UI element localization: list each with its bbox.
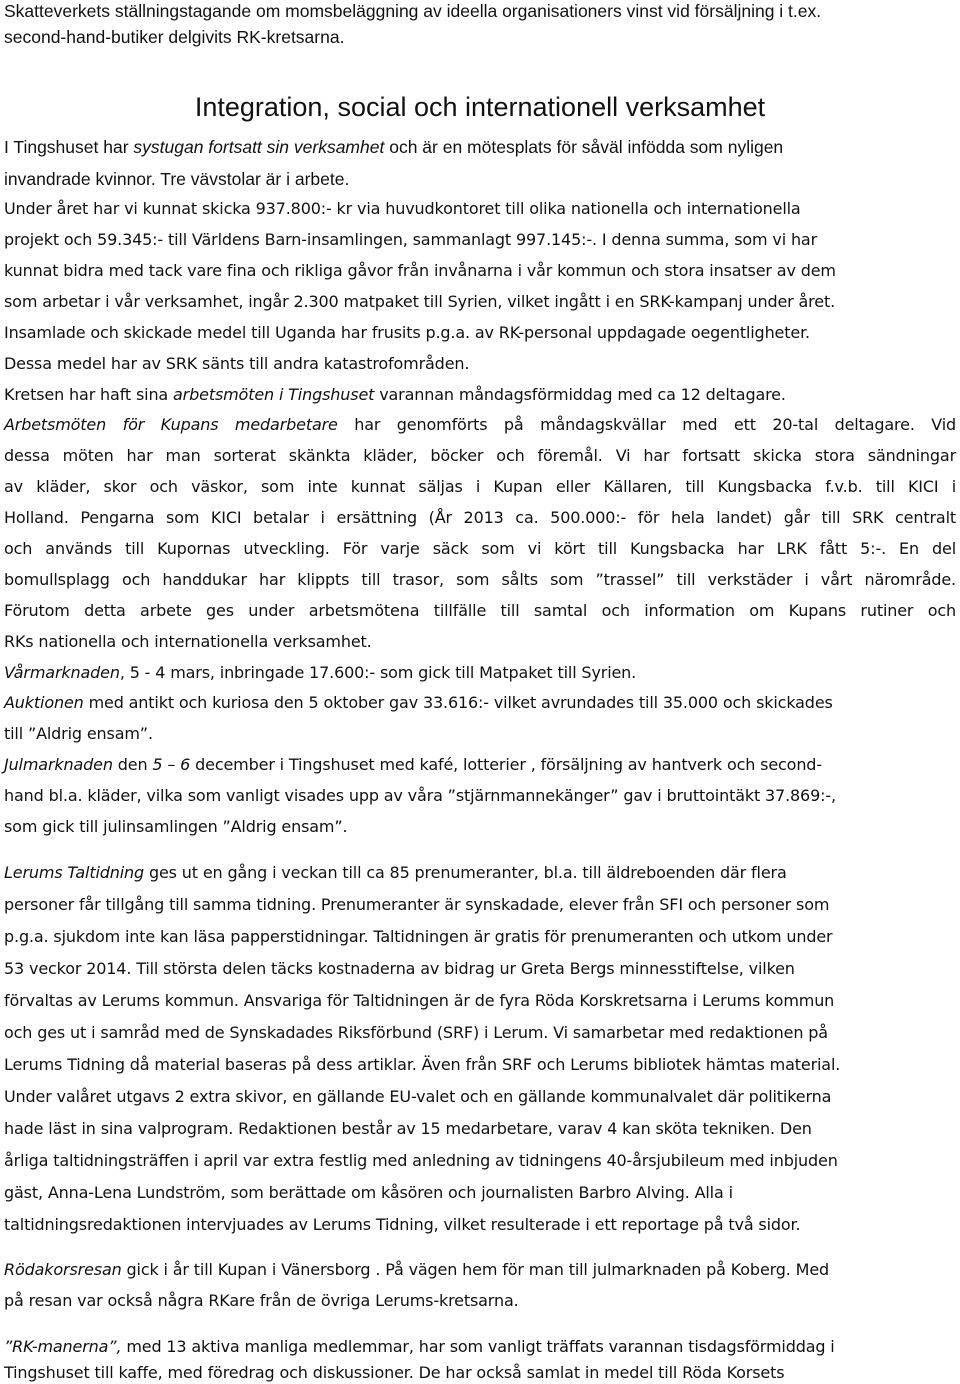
para8-line-12: taltidningsredaktionen intervjuades av Lerums Tidning, vilket resulterade i ett reportage på två sidor. (4, 1215, 801, 1234)
para5-line-1: Vårmarknaden, 5 - 4 mars, inbringade 17.600:- som gick till Matpaket till Syrien. (4, 663, 637, 682)
para1-line-2: invandrade kvinnor. Tre vävstolar är i arbete. (4, 169, 350, 189)
para8-line-1: Lerums Taltidning ges ut en gång i veckan till ca 85 prenumeranter, bl.a. till äldreboenden där flera (4, 863, 787, 882)
para7-line-2: hand bl.a. kläder, vilka som vanligt visades upp av våra ”stjärnmannekänger” gav i bruttointäkt 37.869:-, (4, 786, 836, 805)
para4-line-7: Förutom detta arbete ges under arbetsmötena tillfälle till samtal och information om Kupans rutiner och (4, 601, 956, 620)
para10-line-2: Tingshuset till kaffe, med föredrag och diskussioner. De har också samlat in medel till Röda Korsets (4, 1363, 785, 1382)
para9-line-1: Rödakorsresan gick i år till Kupan i Vänersborg . På vägen hem för man till julmarknaden på Koberg. Med (4, 1260, 830, 1279)
para2-line-4: som arbetar i vår verksamhet, ingår 2.300 matpaket till Syrien, vilket ingått i en SRK-kampanj under året. (4, 292, 836, 311)
para2-line-1: Under året har vi kunnat skicka 937.800:- kr via huvudkontoret till olika nationella och internationella (4, 199, 801, 218)
para7-line-3: som gick till julinsamlingen ”Aldrig ensam”. (4, 817, 348, 836)
para4-line-2: dessa möten har man sorterat skänkta kläder, böcker och föremål. Vi har fortsatt skicka stora sändningar (4, 446, 956, 465)
para8-line-8: Under valåret utgavs 2 extra skivor, en gällande EU-valet och en gällande kommunalvalet där politikerna (4, 1087, 832, 1106)
para6-line-2: till ”Aldrig ensam”. (4, 724, 153, 743)
para4-line-8: RKs nationella och internationella verksamhet. (4, 632, 372, 651)
para1-line-1: I Tingshuset har systugan fortsatt sin verksamhet och är en mötesplats för såväl infödda som nyligen (4, 137, 784, 157)
intro-line-2: second-hand-butiker delgivits RK-kretsarna. (4, 27, 345, 47)
para9-line-2: på resan var också några RKare från de övriga Lerums-kretsarna. (4, 1291, 519, 1310)
para2-line-3: kunnat bidra med tack vare fina och rikliga gåvor från invånarna i vår kommun och stora insatser av dem (4, 261, 836, 280)
para8-line-6: och ges ut i samråd med de Synskadades Riksförbund (SRF) i Lerum. Vi samarbetar med redaktionen på (4, 1023, 828, 1042)
para7-line-1: Julmarknaden den 5 – 6 december i Tingshuset med kafé, lotterier , försäljning av hantverk och second- (4, 755, 822, 774)
para4-line-1: Arbetsmöten för Kupans medarbetare har genomförts på måndagskvällar med ett 20-tal deltagare. Vid (4, 415, 956, 434)
para8-line-11: gäst, Anna-Lena Lundström, som berättade om kåsören och journalisten Barbro Alving. Alla i (4, 1183, 733, 1202)
para8-line-4: 53 veckor 2014. Till största delen täcks kostnaderna av bidrag ur Greta Bergs minnesstiftelse, vilken (4, 959, 795, 978)
para3-line-1: Kretsen har haft sina arbetsmöten i Tingshuset varannan måndagsförmiddag med ca 12 deltagare. (4, 385, 786, 404)
para8-line-9: hade läst in sina valprogram. Redaktionen består av 15 medarbetare, varav 4 kan sköta tekniken. Den (4, 1119, 812, 1138)
para8-line-5: förvaltas av Lerums kommun. Ansvariga för Taltidningen är de fyra Röda Korskretsarna i Lerums kommun (4, 991, 835, 1010)
intro-line-1: Skatteverkets ställningstagande om momsbeläggning av ideella organisationers vinst vid försäljning i t.ex. (4, 1, 822, 21)
para2-line-6: Dessa medel har av SRK sänts till andra katastrofområden. (4, 354, 470, 373)
para2-line-2: projekt och 59.345:- till Världens Barn-insamlingen, sammanlagt 997.145:-. I denna summa, som vi har (4, 230, 818, 249)
para4-line-4: Holland. Pengarna som KICI betalar i ersättning (År 2013 ca. 500.000:- för hela landet) går till SRK centralt (4, 508, 956, 527)
para8-line-10: årliga taltidningsträffen i april var extra festlig med anledning av tidningens 40-årsjubileum med inbjuden (4, 1151, 838, 1170)
para4-line-6: bomullsplagg och handdukar har klippts till trasor, som sålts som ”trassel” till verkstäder i vårt närområde. (4, 570, 956, 589)
para4-line-5: och används till Kupornas utveckling. För varje säck som vi kört till Kungsbacka har LRK fått 5:-. En del (4, 539, 956, 558)
para10-line-1: ”RK-manerna”, med 13 aktiva manliga medlemmar, har som vanligt träffats varannan tisdagsförmiddag i (4, 1337, 835, 1356)
para2-line-5: Insamlade och skickade medel till Uganda har frusits p.g.a. av RK-personal uppdagade oegentligheter. (4, 323, 810, 342)
para6-line-1: Auktionen med antikt och kuriosa den 5 oktober gav 33.616:- vilket avrundades till 35.000 och skickades (4, 693, 833, 712)
para8-line-2: personer får tillgång till samma tidning. Prenumeranter är synskadade, elever från SFI och personer som (4, 895, 830, 914)
para8-line-7: Lerums Tidning då material baseras på dess artiklar. Även från SRF och Lerums bibliotek hämtas material. (4, 1055, 841, 1074)
section-heading: Integration, social och internationell verksamhet (194, 92, 766, 122)
para4-line-3: av kläder, skor och väskor, som inte kunnat säljas i Kupan eller Källaren, till Kungsbacka f.v.b. till KICI i (4, 477, 956, 496)
para8-line-3: p.g.a. sjukdom inte kan läsa papperstidningar. Taltidningen är gratis för prenumeranten och utkom under (4, 927, 833, 946)
